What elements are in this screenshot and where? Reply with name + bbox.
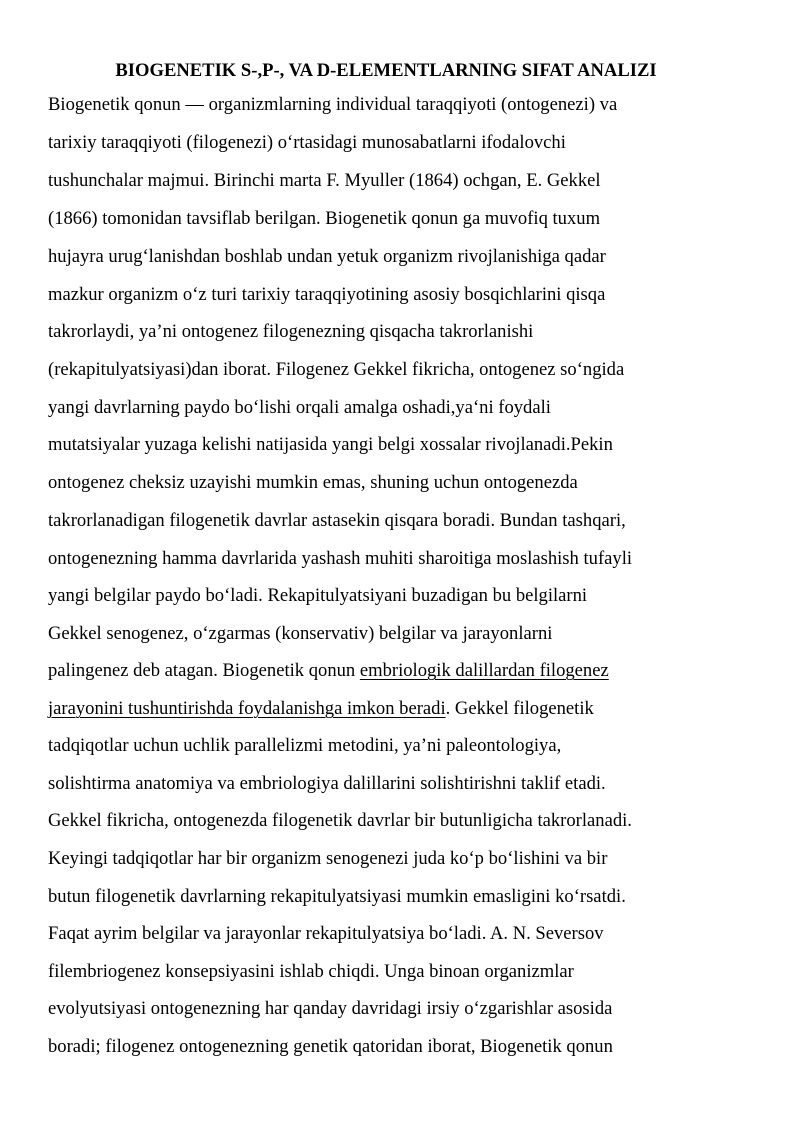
paragraph-line: ontogenezning hamma davrlarida yashash muhiti sharoitiga moslashish tufayli (48, 548, 633, 569)
paragraph-line: filembriogenez konsepsiyasini ishlab chiqdi. Unga binoan organizmlar (48, 961, 574, 982)
paragraph-line: mazkur organizm o‘z turi tarixiy taraqqiyotining asosiy bosqichlarini qisqa (48, 284, 606, 305)
paragraph-line: Gekkel fikricha, ontogenezda filogenetik davrlar bir butunligicha takrorlanadi. (48, 810, 632, 831)
paragraph-line: Keyingi tadqiqotlar har bir organizm senogenezi juda ko‘p bo‘lishini va bir (48, 848, 608, 869)
paragraph-line: takrorlanadigan filogenetik davrlar astasekin qisqara boradi. Bundan tashqari, (48, 510, 626, 531)
underlined-phrase: embriologik dalillardan filogenez (359, 660, 609, 681)
paragraph-line: takrorlaydi, ya’ni ontogenez filogenezning qisqacha takrorlanishi (48, 321, 534, 342)
line-text: palingenez deb atagan. Biogenetik qonun (48, 660, 360, 681)
paragraph-line: yangi davrlarning paydo bo‘lishi orqali amalga oshadi,ya‘ni foydali (48, 397, 551, 418)
paragraph-line: solishtirma anatomiya va embriologiya dalillarini solishtirishni taklif etadi. (48, 773, 606, 794)
paragraph-line: ontogenez cheksiz uzayishi mumkin emas, shuning uchun ontogenezda (48, 472, 578, 493)
paragraph-line: yangi belgilar paydo bo‘ladi. Rekapitulyatsiyani buzadigan bu belgilarni (48, 585, 588, 606)
document-title: BIOGENETIK S-,P-, VA D-ELEMENTLARNING SIFAT ANALIZI (115, 60, 657, 81)
paragraph-line: tarixiy taraqqiyoti (filogenezi) o‘rtasidagi munosabatlarni ifodalovchi (48, 132, 566, 153)
paragraph-line: tushunchalar majmui. Birinchi marta F. Myuller (1864) ochgan, E. Gekkel (48, 170, 601, 191)
paragraph-line: (rekapitulyatsiyasi)dan iborat. Filogenez Gekkel fikricha, ontogenez so‘ngida (48, 359, 625, 380)
paragraph-line: Biogenetik qonun — organizmlarning individual taraqqiyoti (ontogenezi) va (48, 94, 618, 115)
paragraph-line: butun filogenetik davrlarning rekapitulyatsiyasi mumkin emasligini ko‘rsatdi. (48, 886, 626, 907)
paragraph-line: hujayra urug‘lanishdan boshlab undan yetuk organizm rivojlanishiga qadar (48, 246, 606, 267)
line-text: . Gekkel filogenetik (445, 698, 594, 719)
paragraph-line: mutatsiyalar yuzaga kelishi natijasida yangi belgi xossalar rivojlanadi.Pekin (48, 434, 613, 455)
paragraph-line: boradi; filogenez ontogenezning genetik qatoridan iborat, Biogenetik qonun (48, 1036, 613, 1057)
paragraph-line: Gekkel senogenez, o‘zgarmas (konservativ) belgilar va jarayonlarni (48, 623, 553, 644)
underlined-phrase: jarayonini tushuntirishda foydalanishga imkon beradi (48, 698, 446, 719)
paragraph-line: tadqiqotlar uchun uchlik parallelizmi metodini, ya’ni paleontologiya, (48, 735, 562, 756)
paragraph-line: evolyutsiyasi ontogenezning har qanday davridagi irsiy o‘zgarishlar asosida (48, 998, 613, 1019)
paragraph-line: (1866) tomonidan tavsiflab berilgan. Biogenetik qonun ga muvofiq tuxum (48, 208, 601, 229)
paragraph-line: Faqat ayrim belgilar va jarayonlar rekapitulyatsiya bo‘ladi. A. N. Seversov (48, 923, 604, 944)
paragraph-line (48, 695, 594, 723)
paragraph-line (48, 657, 609, 685)
